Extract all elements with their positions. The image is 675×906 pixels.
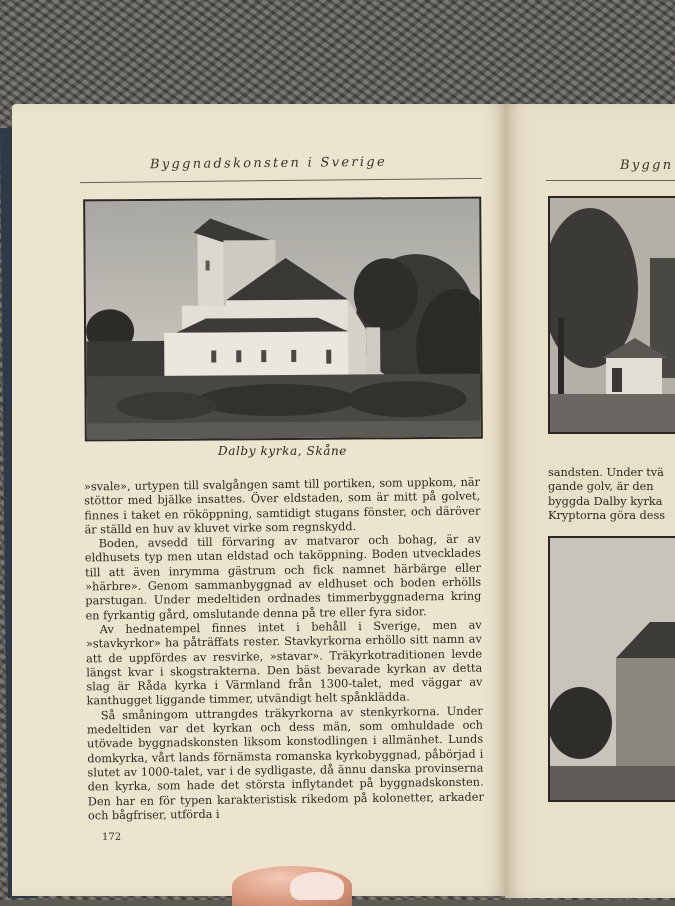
paragraph: Av hednatempel finnes intet i behåll i Sverige, men av »stavkyrkor» ha påträffats rester. Stavkyrkorna erhöllo sitt namn av att de uppfördes av resvirke, »stavar». Träkyrkotraditionen levde längst kvar i skogstrakterna. Den bäst bevarade kyrkan av detta slag är Råda kyrka i Värmland från 1300-talet, med väggar av kanthugget liggande timmer, utvändigt helt spånklädda. <box>85 618 483 708</box>
text-line: sandsten. Under tvä <box>548 466 664 479</box>
church-photo <box>83 197 483 442</box>
finger-nail <box>290 872 344 900</box>
body-text <box>84 476 484 824</box>
right-top-photo <box>548 196 675 434</box>
right-running-head: Byggn <box>620 158 674 173</box>
text-line: Kryptorna göra dess <box>548 508 666 522</box>
text-line: byggda Dalby kyrka <box>548 494 663 508</box>
running-head: Byggnadskonsten i Sverige <box>149 154 388 173</box>
photo-caption: Dalby kyrka, Skåne <box>218 444 348 458</box>
page-number: 172 <box>102 832 122 843</box>
paragraph: Boden, avsedd till förvaring av matvaror och bohag, är av eldhusets typ men utan eldstad och taköppning. Boden utvecklades till att även inrymma gästrum och fick namnet härbärge eller »härbre». Genom sammanbyggnad av eldhuset och boden erhölls parstugan. Under medeltiden ordnades timmerbyggnaderna kring en fyrkantig gård, omslutande denna på tre eller fyra sidor. <box>84 532 482 623</box>
paragraph: Så småningom uttrangdes träkyrkorna av stenkyrkorna. Under medeltiden var det kyrkan och dess män, som omhuldade och utövade byggnadskonsten liksom konstodlingen i allmänhet. Lunds domkyrka, vårt lands förnämsta romanska kyrkobyggnad, påbörjad i slutet av 1000-talet, var i de sydligaste, då ännu danska provinserna den kyrka, som hade det största inflytandet på byggnadskonsten. Den har en för typen karakteristisk rikedom på kolonetter, arkader och bågfriser, utförda i <box>86 704 484 823</box>
right-bottom-photo <box>548 536 675 802</box>
text-line: gande golv, är den <box>548 480 654 494</box>
right-header-rule <box>546 180 675 181</box>
paragraph: »svale», urtypen till svalgången samt till portiken, som uppkom, när stöttor med bjälke insattes. Över eldstaden, som är mitt på golvet, finnes i taket en rököppning, samtidigt stugans fönster, och däröver är ställd en huv av kluvet virke som regnskydd. <box>83 475 481 537</box>
right-page-text <box>548 466 675 523</box>
